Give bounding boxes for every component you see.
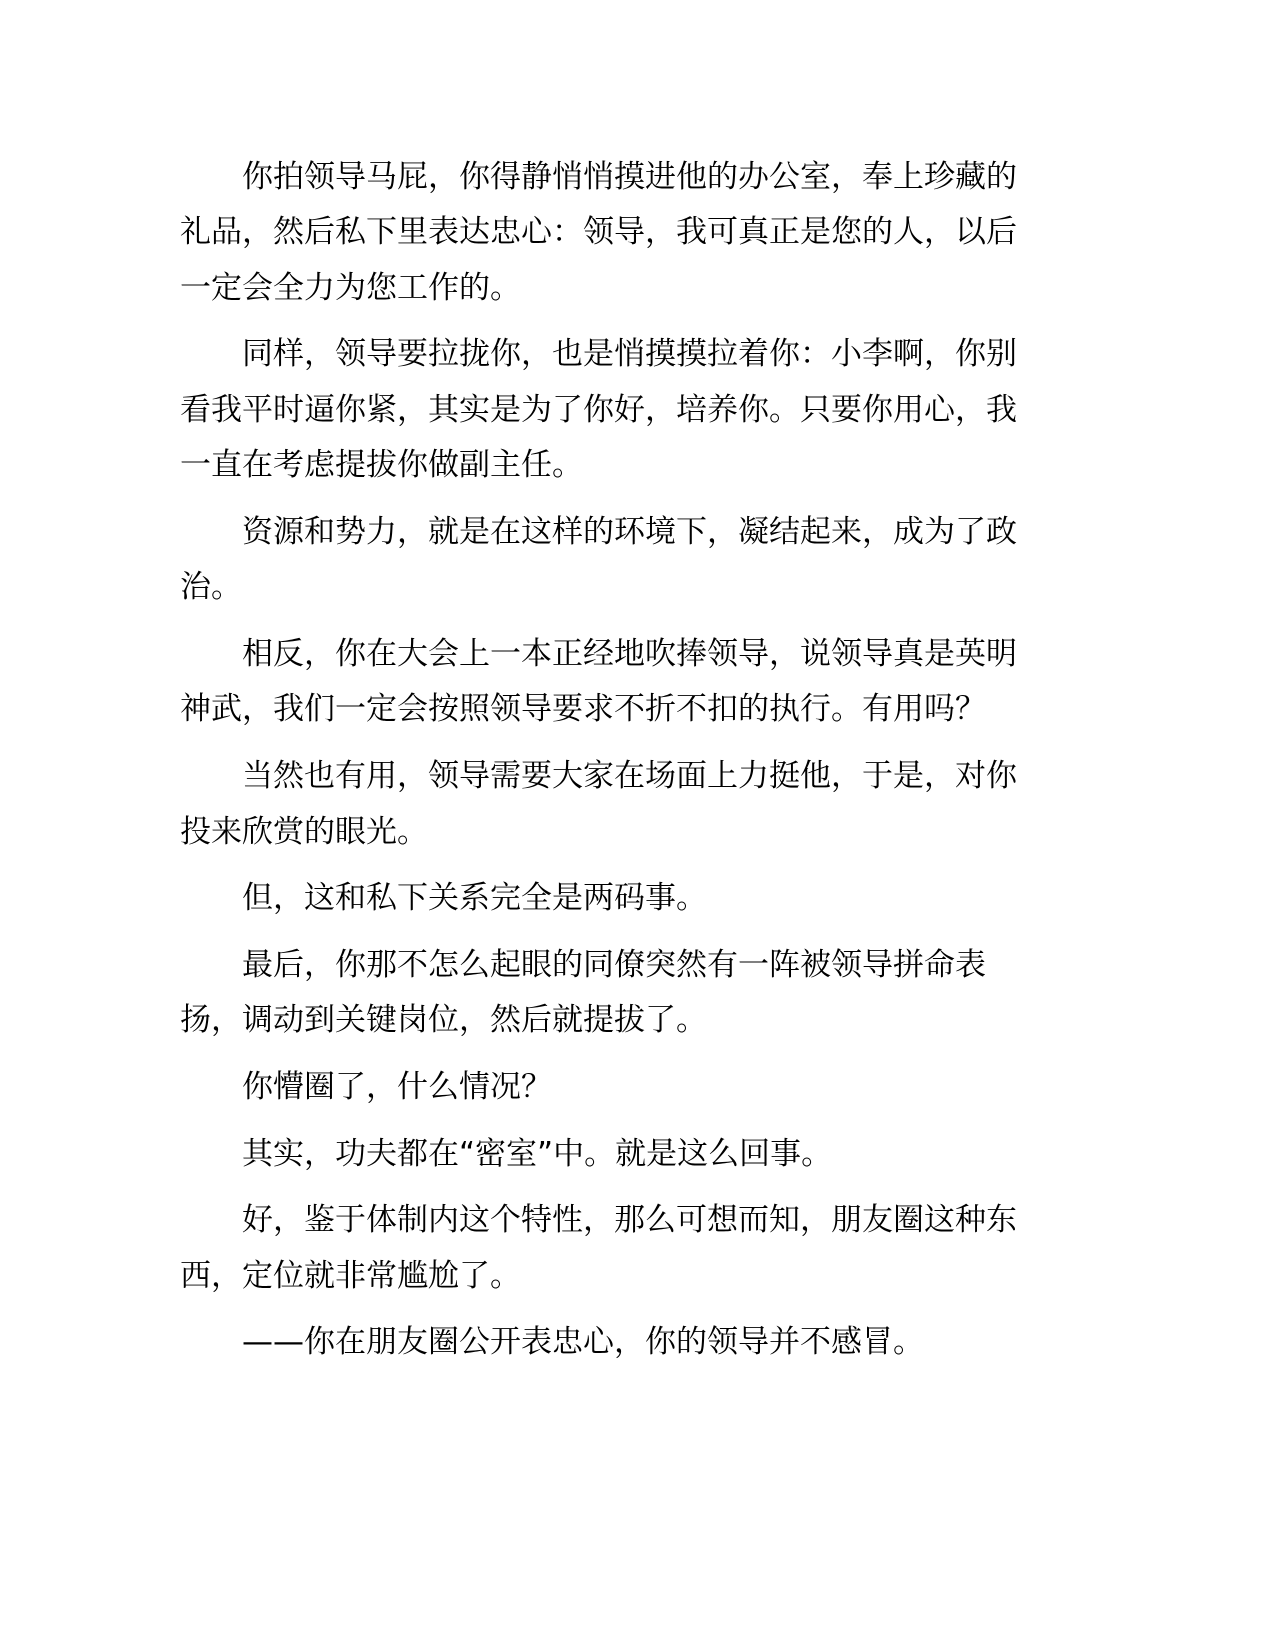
paragraph-8-line-1: 你懵圈了，什么情况？	[242, 1069, 552, 1105]
paragraph-3-line-2: 治。	[180, 569, 242, 605]
paragraph-5-line-1: 当然也有用，领导需要大家在场面上力挺他，于是，对你	[242, 758, 1017, 794]
paragraph-2-line-2: 看我平时逼你紧，其实是为了你好，培养你。只要你用心，我	[180, 392, 1017, 428]
paragraph-10-line-1: 好，鉴于体制内这个特性，那么可想而知，朋友圈这种东	[242, 1202, 1017, 1238]
paragraph-3-line-1: 资源和势力，就是在这样的环境下，凝结起来，成为了政	[242, 514, 1017, 550]
paragraph-7-line-2: 扬，调动到关键岗位，然后就提拔了。	[180, 1002, 707, 1038]
paragraph-10-line-2: 西，定位就非常尴尬了。	[180, 1258, 521, 1294]
paragraph-1-line-3: 一定会全力为您工作的。	[180, 270, 521, 306]
paragraph-1-line-2: 礼品，然后私下里表达忠心：领导，我可真正是您的人，以后	[180, 214, 1017, 250]
paragraph-9-line-1: 其实，功夫都在“密室”中。就是这么回事。	[242, 1136, 833, 1172]
paragraph-2-line-1: 同样，领导要拉拢你，也是悄摸摸拉着你：小李啊，你别	[242, 336, 1017, 372]
paragraph-1-line-1: 你拍领导马屁，你得静悄悄摸进他的办公室，奉上珍藏的	[242, 159, 1017, 195]
paragraph-5-line-2: 投来欣赏的眼光。	[180, 814, 428, 850]
paragraph-4-line-2: 神武，我们一定会按照领导要求不折不扣的执行。有用吗？	[180, 691, 986, 727]
paragraph-11-line-1: ——你在朋友圈公开表忠心，你的领导并不感冒。	[242, 1324, 924, 1360]
paragraph-2-line-3: 一直在考虑提拔你做副主任。	[180, 447, 583, 483]
paragraph-6-line-1: 但，这和私下关系完全是两码事。	[242, 880, 707, 916]
paragraph-7-line-1: 最后，你那不怎么起眼的同僚突然有一阵被领导拼命表	[242, 947, 986, 983]
paragraph-4-line-1: 相反，你在大会上一本正经地吹捧领导，说领导真是英明	[242, 636, 1017, 672]
